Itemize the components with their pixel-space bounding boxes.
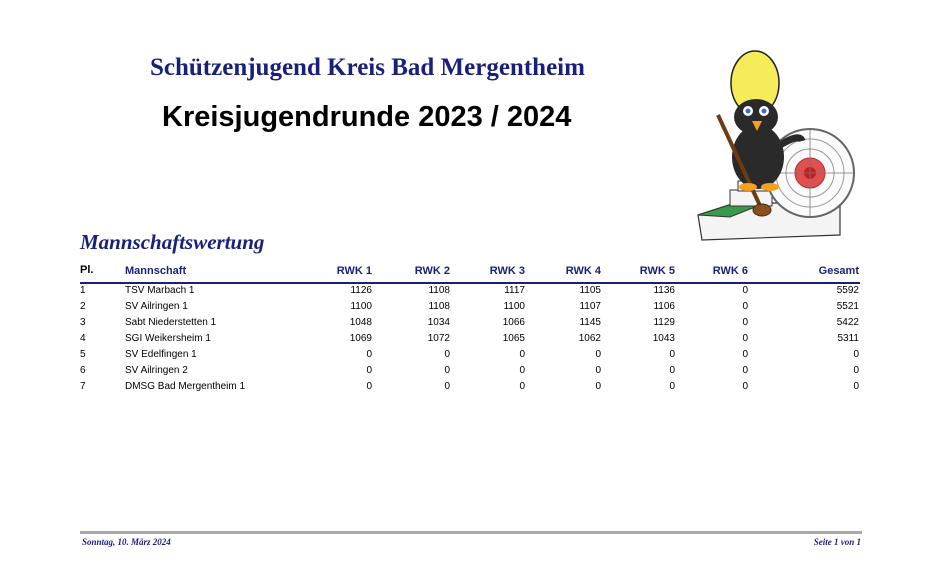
rwk6-cell: 0 [742, 381, 748, 392]
rwk4-cell: 0 [595, 365, 601, 376]
total-cell: 0 [853, 365, 859, 376]
table-row [80, 380, 860, 396]
rwk5-cell: 0 [669, 349, 675, 360]
rwk5-cell: 1129 [653, 317, 675, 328]
rwk2-cell: 0 [444, 381, 450, 392]
rwk6-cell: 0 [742, 349, 748, 360]
rwk6-cell: 0 [742, 317, 748, 328]
footer-page-number: Seite 1 von 1 [813, 537, 861, 547]
rwk2-cell: 1072 [427, 333, 450, 344]
total-cell: 0 [853, 349, 859, 360]
rwk3-cell: 1117 [504, 285, 525, 296]
organization-title: Schützenjugend Kreis Bad Mergentheim [150, 54, 585, 81]
col-header-rwk1: RWK 1 [336, 265, 372, 277]
table-row [80, 300, 860, 316]
rwk5-cell: 0 [669, 381, 675, 392]
rwk3-cell: 0 [519, 365, 525, 376]
rwk5-cell: 0 [669, 365, 675, 376]
rwk5-cell: 1106 [653, 301, 675, 312]
col-header-team: Mannschaft [125, 265, 187, 277]
total-cell: 0 [853, 381, 859, 392]
rwk2-cell: 1034 [427, 317, 450, 328]
team-cell: SV Edelfingen 1 [125, 349, 197, 360]
rwk6-cell: 0 [742, 301, 748, 312]
table-row [80, 284, 860, 300]
place-cell: 3 [80, 317, 86, 328]
team-cell: Sabt Niederstetten 1 [125, 317, 217, 328]
shooter-mascot-icon [690, 45, 860, 245]
rwk4-cell: 1145 [579, 317, 601, 328]
table-row [80, 348, 860, 364]
col-header-rwk6: RWK 6 [712, 265, 748, 277]
rwk4-cell: 0 [595, 381, 601, 392]
rwk3-cell: 0 [519, 381, 525, 392]
rwk4-cell: 1107 [579, 301, 601, 312]
rwk4-cell: 0 [595, 349, 601, 360]
place-cell: 6 [80, 365, 86, 376]
standings-table [80, 284, 860, 396]
rwk6-cell: 0 [742, 365, 748, 376]
rwk1-cell: 0 [366, 381, 372, 392]
total-cell: 5311 [837, 333, 859, 344]
rwk4-cell: 1105 [579, 285, 601, 296]
rwk3-cell: 0 [519, 349, 525, 360]
team-cell: SV Ailringen 2 [125, 365, 188, 376]
table-row [80, 332, 860, 348]
rwk2-cell: 0 [444, 349, 450, 360]
col-header-rwk5: RWK 5 [639, 265, 675, 277]
rwk3-cell: 1066 [502, 317, 525, 328]
rwk1-cell: 1069 [349, 333, 372, 344]
place-cell: 4 [80, 333, 86, 344]
col-header-rwk2: RWK 2 [414, 265, 450, 277]
total-cell: 5521 [836, 301, 859, 312]
col-header-place: Pl. [80, 264, 94, 276]
table-header [80, 264, 860, 284]
team-cell: TSV Marbach 1 [125, 285, 195, 296]
rwk6-cell: 0 [742, 333, 748, 344]
rwk5-cell: 1043 [652, 333, 675, 344]
place-cell: 1 [80, 285, 86, 296]
table-row [80, 316, 860, 332]
section-title: Mannschaftswertung [80, 230, 265, 254]
rwk2-cell: 0 [444, 365, 450, 376]
team-cell: SGI Weikersheim 1 [125, 333, 211, 344]
rwk3-cell: 1100 [503, 301, 525, 312]
total-cell: 5422 [836, 317, 859, 328]
place-cell: 7 [80, 381, 86, 392]
rwk1-cell: 0 [366, 365, 372, 376]
rwk1-cell: 1100 [350, 301, 372, 312]
col-header-rwk3: RWK 3 [489, 265, 525, 277]
rwk3-cell: 1065 [502, 333, 525, 344]
place-cell: 2 [80, 301, 86, 312]
team-cell: SV Ailringen 1 [125, 301, 188, 312]
footer-divider [80, 531, 862, 534]
rwk1-cell: 1048 [349, 317, 372, 328]
rwk5-cell: 1136 [653, 285, 675, 296]
place-cell: 5 [80, 349, 86, 360]
page-title: Kreisjugendrunde 2023 / 2024 [162, 101, 572, 133]
col-header-rwk4: RWK 4 [565, 265, 601, 277]
col-header-total: Gesamt [818, 265, 859, 277]
rwk6-cell: 0 [742, 285, 748, 296]
rwk2-cell: 1108 [428, 285, 450, 296]
rwk4-cell: 1062 [578, 333, 601, 344]
footer-date: Sonntag, 10. März 2024 [82, 537, 171, 547]
table-row [80, 364, 860, 380]
rwk1-cell: 1126 [350, 285, 372, 296]
total-cell: 5592 [836, 285, 859, 296]
rwk1-cell: 0 [366, 349, 372, 360]
team-cell: DMSG Bad Mergentheim 1 [125, 381, 246, 392]
rwk2-cell: 1108 [428, 301, 450, 312]
